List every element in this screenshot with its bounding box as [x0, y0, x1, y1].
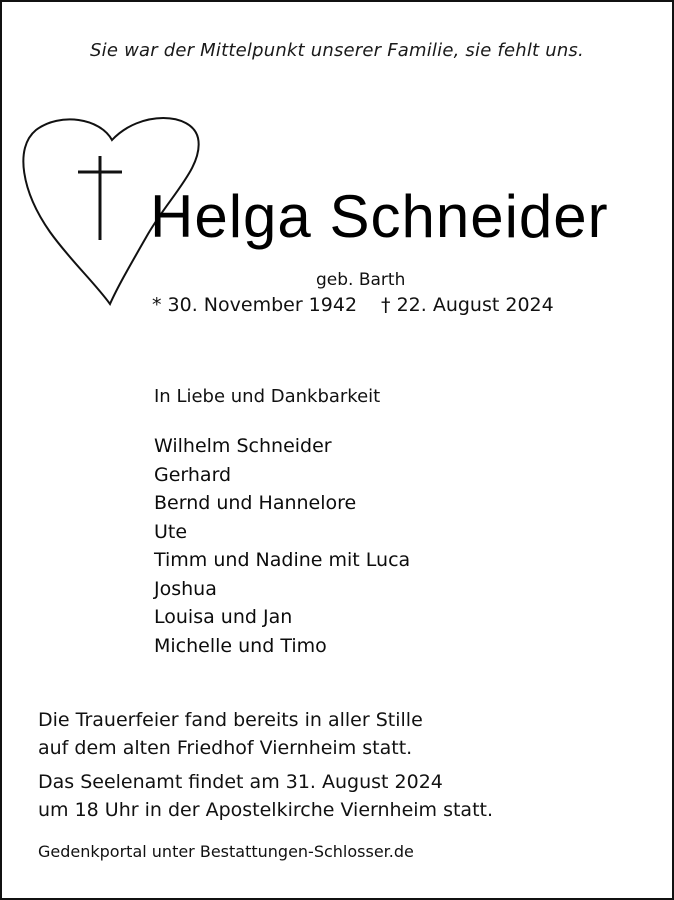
thanks-line: In Liebe und Dankbarkeit — [154, 386, 381, 407]
mass-line: um 18 Uhr in der Apostelkirche Viernheim statt. — [38, 799, 494, 821]
family-member: Gerhard — [154, 463, 232, 486]
deceased-name: Helga Schneider — [150, 183, 609, 250]
family-member: Timm und Nadine mit Luca — [154, 549, 411, 571]
family-member: Wilhelm Schneider — [154, 435, 332, 457]
family-list — [154, 432, 410, 660]
memorial-portal-link[interactable]: Gedenkportal unter Bestattungen-Schlosser.de — [38, 842, 414, 861]
birth-date: * 30. November 1942 — [152, 294, 358, 316]
mass-notice — [38, 768, 493, 824]
maiden-name: geb. Barth — [316, 270, 406, 290]
funeral-line: auf dem alten Friedhof Viernheim statt. — [38, 737, 413, 759]
family-member: Joshua — [154, 577, 217, 600]
motto: Sie war der Mittelpunkt unserer Familie, sie fehlt uns. — [90, 40, 584, 61]
funeral-notice — [38, 706, 423, 762]
mass-line: Das Seelenamt findet am 31. August 2024 — [38, 771, 443, 793]
family-member: Louisa und Jan — [154, 606, 293, 628]
family-member: Michelle und Timo — [154, 634, 327, 657]
death-date: † 22. August 2024 — [381, 294, 554, 316]
funeral-line: Die Trauerfeier fand bereits in aller Stille — [38, 709, 423, 731]
family-member: Ute — [154, 520, 188, 543]
family-member: Bernd und Hannelore — [154, 492, 357, 514]
life-dates — [152, 294, 554, 316]
